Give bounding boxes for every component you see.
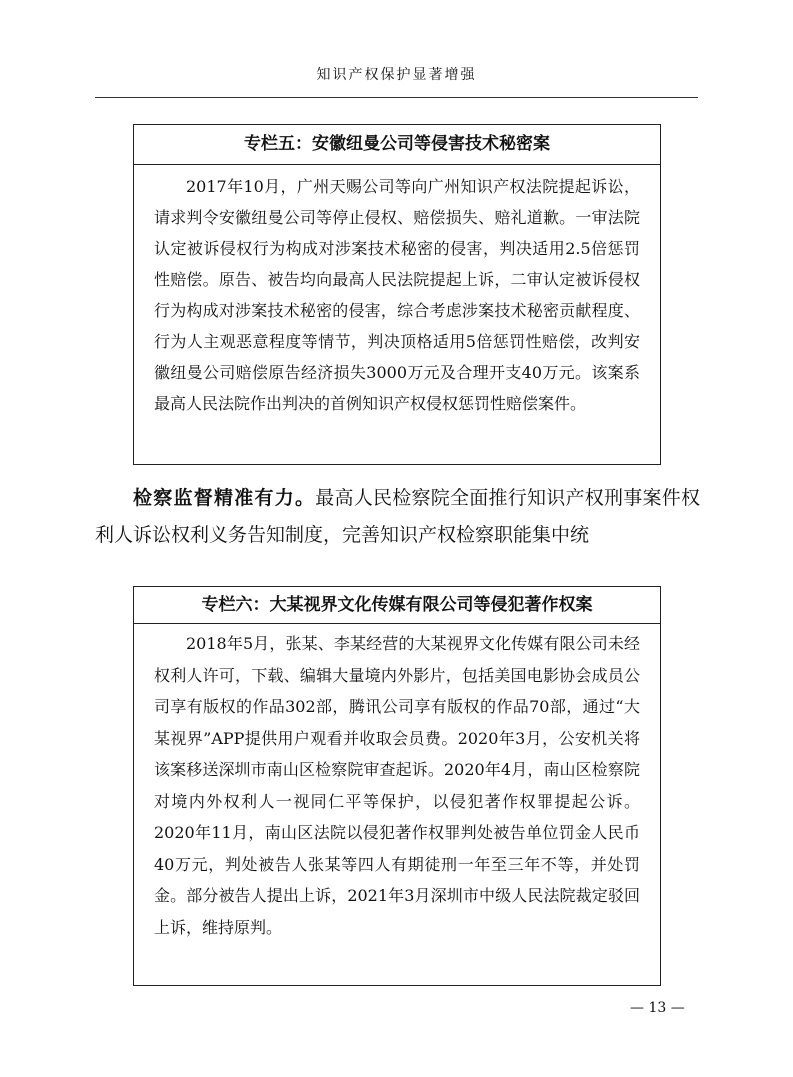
case-box-6 bbox=[133, 586, 661, 986]
body-paragraph bbox=[95, 480, 700, 554]
case-box-6-text: 2018年5月，张某、李某经营的大某视界文化传媒有限公司未经权利人许可，下载、编辑大量境内外影片，包括美国电影协会成员公司享有版权的作品302部，腾讯公司享有版权的作品70部，通过“大某视界”APP提供用户观看并收取会员费。2020年3月，公安机关将该案移送深圳市南山区检察院审查起诉。2020年4月，南山区检察院对境内外权利人一视同仁平等保护，以侵犯著作权罪提起公诉。2020年11月，南山区法院以侵犯著作权罪判处被告单位罚金人民币40万元，判处被告人张某等四人有期徒刑一年至三年不等，并处罚金。部分被告人提出上诉，2021年3月深圳市中级人民法院裁定驳回上诉，维持原判。 bbox=[154, 634, 640, 937]
case-box-5-title: 专栏五：安徽纽曼公司等侵害技术秘密案 bbox=[134, 125, 660, 165]
body-paragraph-text: 最高人民检察院全面推行知识产权刑事案件权利人诉讼权利义务告知制度，完善知识产权检察职能集中统 bbox=[95, 487, 700, 546]
case-box-6-title: 专栏六：大某视界文化传媒有限公司等侵犯著作权案 bbox=[134, 587, 660, 624]
case-box-5-text: 2017年10月，广州天赐公司等向广州知识产权法院提起诉讼，请求判令安徽纽曼公司等停止侵权、赔偿损失、赔礼道歉。一审法院认定被诉侵权行为构成对涉案技术秘密的侵害，判决适用2.5倍惩罚性赔偿。原告、被告均向最高人民法院提起上诉，二审认定被诉侵权行为构成对涉案技术秘密的侵害，综合考虑涉案技术秘密贡献程度、行为人主观恶意程度等情节，判决顶格适用5倍惩罚性赔偿，改判安徽纽曼公司赔偿原告经济损失3000万元及合理开支40万元。该案系最高人民法院作出判决的首例知识产权侵权惩罚性赔偿案件。 bbox=[154, 177, 640, 413]
body-paragraph-lead: 检察监督精准有力。 bbox=[133, 487, 316, 509]
header-divider bbox=[95, 97, 698, 98]
page-number: — 13 — bbox=[630, 1000, 685, 1016]
case-box-5 bbox=[133, 124, 661, 465]
running-header: 知识产权保护显著增强 bbox=[316, 67, 477, 83]
